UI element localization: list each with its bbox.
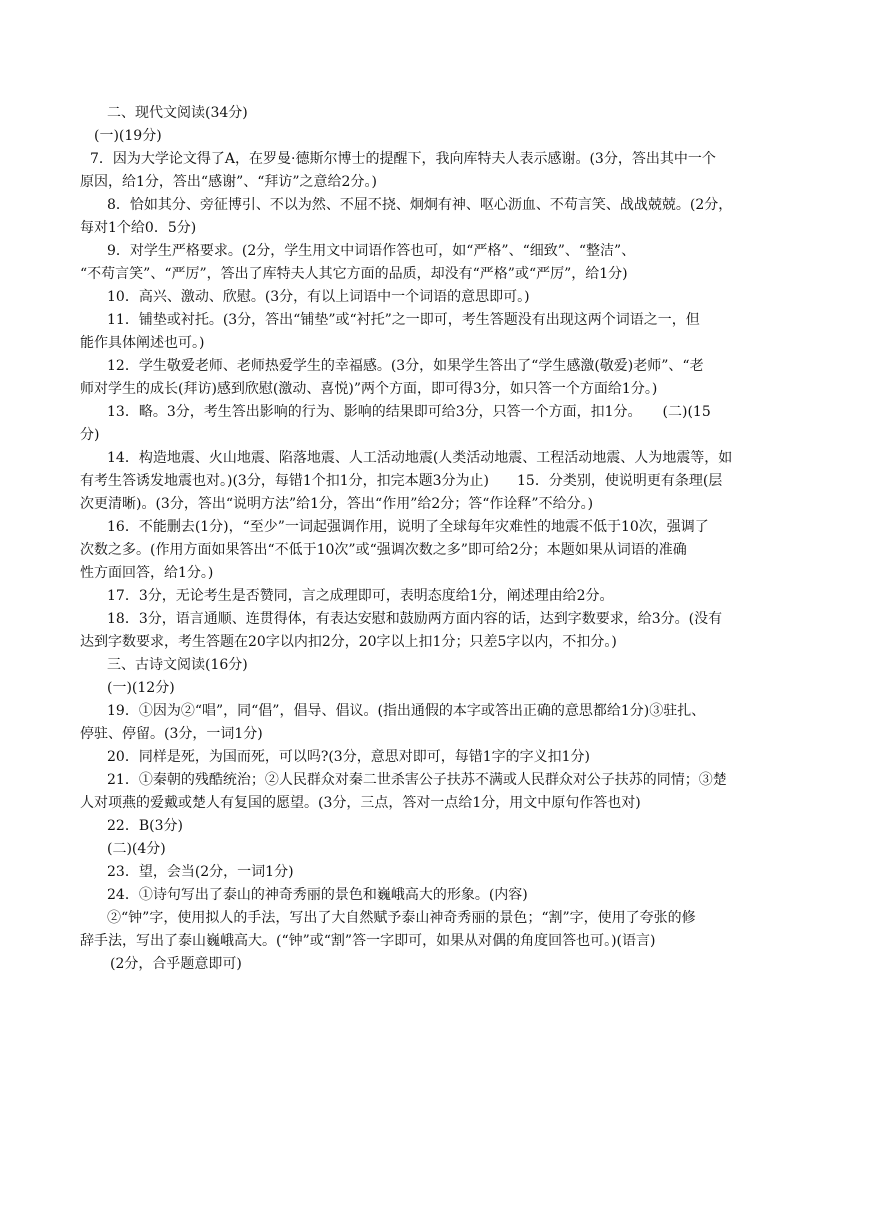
answer-line: 每对1个给0．5分): [80, 220, 197, 236]
answer-line: 22．B(3分): [107, 818, 183, 834]
answer-line: 8．恰如其分、旁征博引、不以为然、不屈不挠、炯炯有神、呕心沥血、不苟言笑、战战兢兢。(2分，: [107, 197, 733, 213]
subsection-heading: (一)(19分): [94, 128, 162, 144]
answer-line: 7．因为大学论文得了A，在罗曼·德斯尔博士的提醒下，我向库特夫人表示感谢。(3分，答出其中一个: [90, 151, 716, 167]
answer-line: 原因，给1分，答出“感谢”、“拜访”之意给2分。): [80, 174, 377, 190]
answer-line: ②“钟”字，使用拟人的手法，写出了大自然赋予泰山神奇秀丽的景色；“割”字，使用了夸张的修: [107, 910, 696, 926]
answer-line: 次数之多。(作用方面如果答出“不低于10次”或“强调次数之多”即可给2分；本题如果从词语的准确: [80, 542, 687, 558]
answer-line: 18．3分，语言通顺、连贯得体，有表达安慰和鼓励两方面内容的话，达到字数要求，给3分。(没有: [107, 611, 723, 627]
answer-line: 17．3分，无论考生是否赞同，言之成理即可，表明态度给1分，阐述理由给2分。: [107, 588, 614, 604]
section-heading: 二、现代文阅读(34分): [107, 105, 248, 121]
answer-line: 24．①诗句写出了泰山的神奇秀丽的景色和巍峨高大的形象。(内容): [107, 887, 528, 903]
answer-line: 19．①因为②“唱”，同“倡”，倡导、倡议。(指出通假的本字或答出正确的意思都给1分)③驻扎、: [107, 703, 706, 719]
answer-line: 13．略。3分，考生答出影响的行为、影响的结果即可给3分，只答一个方面，扣1分。 (二)(15: [107, 404, 711, 420]
answer-line: 人对项燕的爱戴或楚人有复国的愿望。(3分，三点，答对一点给1分，用文中原句作答也对): [80, 795, 641, 811]
subsection-heading: (一)(12分): [107, 680, 175, 696]
answer-line: 21．①秦朝的残酷统治；②人民群众对秦二世杀害公子扶苏不满或人民群众对公子扶苏的同情；③楚: [107, 772, 727, 788]
subsection-heading: (二)(4分): [107, 841, 166, 857]
answer-line: (2分，合乎题意即可): [110, 956, 242, 972]
answer-line: 辞手法，写出了泰山巍峨高大。(“钟”或“割”答一字即可，如果从对偶的角度回答也可。)(语言): [80, 933, 656, 949]
answer-line: 达到字数要求，考生答题在20字以内扣2分，20字以上扣1分；只差5字以内，不扣分。): [80, 634, 617, 650]
answer-line: 11．铺垫或衬托。(3分，答出“铺垫”或“衬托”之一即可，考生答题没有出现这两个词语之一，但: [107, 312, 700, 328]
section-heading: 三、古诗文阅读(16分): [107, 657, 248, 673]
answer-line: 14．构造地震、火山地震、陷落地震、人工活动地震(人类活动地震、工程活动地震、人为地震等，如: [107, 450, 733, 466]
answer-line: 师对学生的成长(拜访)感到欣慰(激动、喜悦)”两个方面，即可得3分，如只答一个方面给1分。): [80, 381, 658, 397]
answer-line: 有考生答诱发地震也对。)(3分，每错1个扣1分，扣完本题3分为止) 15．分类别，使说明更有条理(层: [80, 473, 723, 489]
answer-line: 停驻、停留。(3分，一词1分): [80, 726, 263, 742]
answer-line: 12．学生敬爱老师、老师热爱学生的幸福感。(3分，如果学生答出了“学生感激(敬爱)老师”、“老: [107, 358, 704, 374]
answer-line: 16．不能删去(1分)，“至少”一词起强调作用，说明了全球每年灾难性的地震不低于10次，强调了: [107, 519, 709, 535]
answer-line: 能作具体阐述也可。): [80, 335, 205, 351]
answer-line: 20．同样是死，为国而死，可以吗?(3分，意思对即可，每错1字的字义扣1分): [107, 749, 590, 765]
answer-line: 10．高兴、激动、欣慰。(3分，有以上词语中一个词语的意思即可。): [107, 289, 530, 305]
answer-line: “不苟言笑”、“严厉”，答出了库特夫人其它方面的品质，却没有“严格”或“严厉”，给1分): [80, 266, 628, 282]
answer-line: 23．望，会当(2分，一词1分): [107, 864, 294, 880]
answer-line: 性方面回答，给1分。): [80, 565, 214, 581]
answer-line: 分): [80, 427, 100, 443]
answer-line: 次更清晰)。(3分，答出“说明方法”给1分，答出“作用”给2分；答“作诠释”不给分。): [80, 496, 594, 512]
answer-line: 9．对学生严格要求。(2分，学生用文中词语作答也可，如“严格”、“细致”、“整洁”、: [107, 243, 636, 259]
